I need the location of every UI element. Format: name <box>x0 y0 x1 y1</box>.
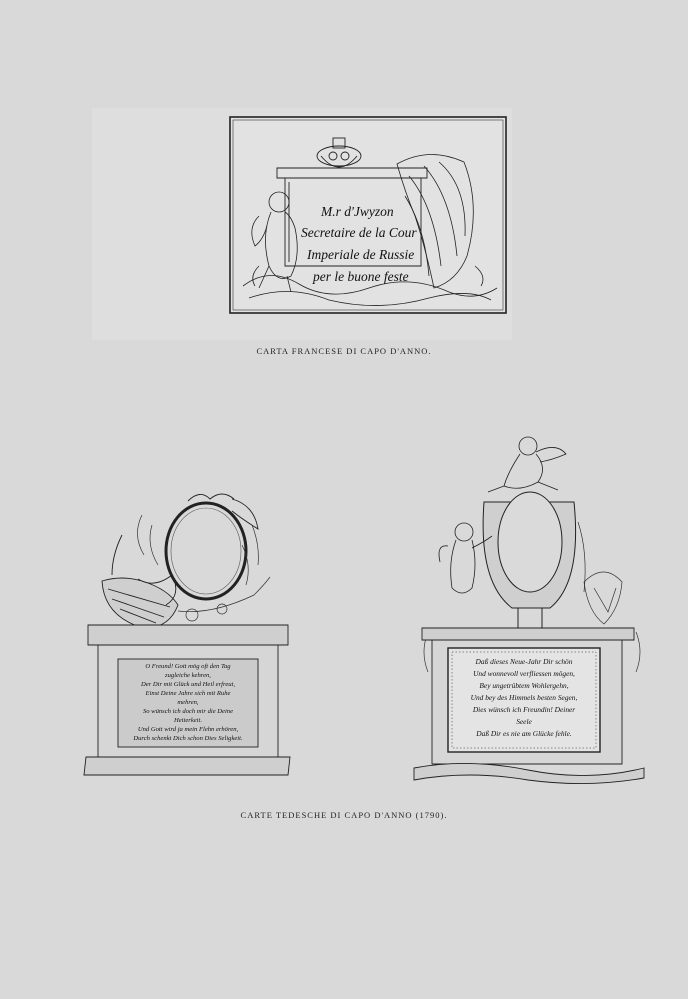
french-card-line: Imperiale de Russie <box>307 247 415 262</box>
french-card-caption: CARTA FRANCESE DI CAPO D'ANNO. <box>256 346 432 356</box>
german-right-line: Daß Dir es nie am Glücke fehle. <box>476 729 572 738</box>
german-cards-caption: CARTE TEDESCHE DI CAPO D'ANNO (1790). <box>240 810 448 820</box>
german-right-line: Seele <box>516 717 532 726</box>
german-right-line: Und wonnevoll verfliessen mögen, <box>473 669 575 678</box>
german-left-line: Der Dir mit Glück und Heil erfreut, <box>140 681 236 688</box>
french-card-line: M.r d'Jwyzon <box>321 204 394 219</box>
urn-medallion <box>483 492 575 638</box>
german-left-line: Und Gott wird ja mein Flehn erhören, <box>137 726 239 733</box>
german-left-line: O Freund! Gott mög oft den Tag <box>145 663 231 670</box>
german-left-line: So wünsch ich doch mir die Deine <box>142 708 234 715</box>
french-card-engraving <box>229 116 507 314</box>
german-left-line: zugleiche kehren, <box>165 672 211 679</box>
german-left-line: mehren, <box>177 699 199 706</box>
german-right-line: Dies wünsch ich Freundin! Deiner <box>472 705 576 714</box>
german-right-line: Bey ungetrübtem Wohlergehn, <box>479 681 569 690</box>
german-left-line: Heiterkeit. <box>173 717 203 724</box>
german-left-line: Durch schenkt Dich schon Dies Seligkeit. <box>133 735 243 742</box>
german-card-left-engraving <box>82 485 294 785</box>
french-card-line: Secretaire de la Cour <box>301 225 417 240</box>
german-right-line: Und bey des Himmels besten Segen, <box>470 693 578 702</box>
german-right-line: Daß dieses Neue-Jahr Dir schön <box>475 657 573 666</box>
german-card-right-engraving <box>408 432 648 792</box>
french-card-line: per le buone feste <box>313 269 409 284</box>
german-left-line: Einst Deine Jahre sich mit Ruhe <box>145 690 231 697</box>
cherub-top <box>488 437 566 492</box>
ribbon-bow <box>188 494 258 529</box>
